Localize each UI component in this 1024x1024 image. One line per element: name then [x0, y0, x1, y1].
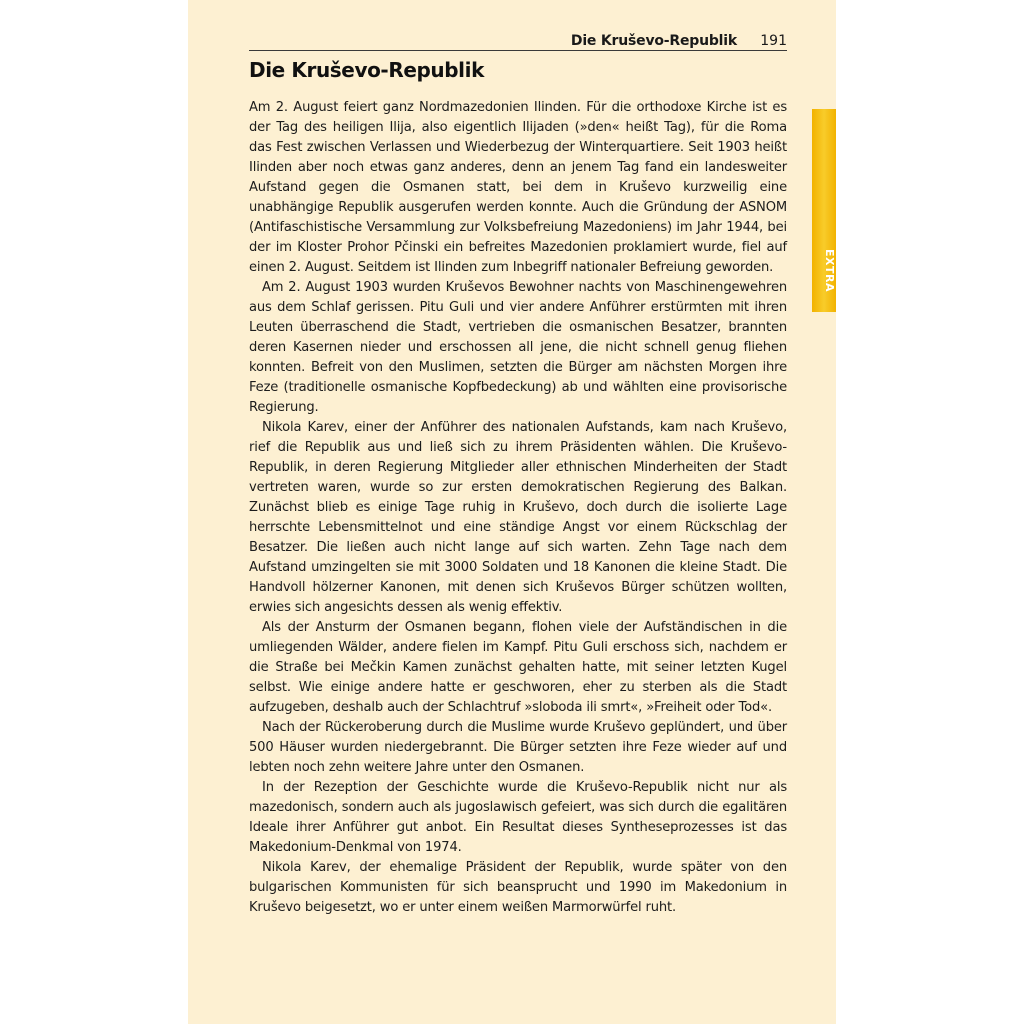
- article-title: Die Kruševo-Republik: [249, 58, 484, 82]
- extra-section-tab: [812, 109, 836, 312]
- article-body: [249, 98, 787, 918]
- paragraph: Als der Ansturm der Osmanen begann, flohen viele der Aufständischen in die umliegenden Wälder, andere fielen im Kampf. Pitu Guli erschoss sich, nachdem er die Straße bei Mečkin Kamen zunächst gehalten hatte, mit seiner letzten Kugel selbst. Wie einige andere hatte er geschworen, eher zu sterben als die Stadt aufzugeben, deshalb auch der Schlachtruf »sloboda ili smrt«, »Freiheit oder Tod«.: [249, 620, 787, 715]
- extra-tab-label: EXTRA: [823, 249, 836, 292]
- paragraph: Nikola Karev, der ehemalige Präsident der Republik, wurde später von den bulgarischen Kommunisten für sich beansprucht und 1990 im Makedonium in Kruševo beigesetzt, wo er unter einem weißen Marmorwürfel ruht.: [249, 860, 787, 915]
- paragraph: In der Rezeption der Geschichte wurde die Kruševo-Republik nicht nur als mazedonisch, sondern auch als jugoslawisch gefeiert, was sich durch die egalitären Ideale ihrer Anführer gut anbot. Ein Resultat dieses Syntheseprozesses ist das Makedonium-Denkmal von 1974.: [249, 780, 787, 855]
- page-number: 191: [760, 33, 787, 49]
- running-title: Die Kruševo-Republik: [570, 33, 737, 49]
- running-header: [249, 31, 787, 51]
- paragraph: Nikola Karev, einer der Anführer des nationalen Aufstands, kam nach Kruševo, rief die Republik aus und ließ sich zu ihrem Präsidenten wählen. Die Kruševo-Republik, in deren Regierung Mitglieder aller ethnischen Minderheiten der Stadt vertreten waren, wurde so zur ersten demokratischen Regierung des Balkan. Zunächst blieb es einige Tage ruhig in Kruševo, doch durch die isolierte Lage herrschte Lebensmittelnot und eine ständige Angst vor einem Rückschlag der Besatzer. Die ließen auch nicht lange auf sich warten. Zehn Tage nach dem Aufstand umzingelten sie mit 3000 Soldaten und 18 Kanonen die kleine Stadt. Die Handvoll hölzerner Kanonen, mit denen sich Kruševos Bürger schützen wollten, erwies sich angesichts dessen als wenig effektiv.: [249, 420, 787, 615]
- paragraph: Nach der Rückeroberung durch die Muslime wurde Kruševo geplündert, und über 500 Häuser wurden niedergebrannt. Die Bürger setzten ihre Feze wieder auf und lebten noch zehn weitere Jahre unter den Osmanen.: [249, 720, 787, 775]
- paragraph: Am 2. August feiert ganz Nordmazedonien Ilinden. Für die orthodoxe Kirche ist es der Tag des heiligen Ilija, also eigentlich Ilijaden (»den« heißt Tag), für die Roma das Fest zwischen Verlassen und Wiederbezug der Winterquartiere. Seit 1903 heißt Ilinden aber noch etwas ganz anderes, denn an jenem Tag fand ein landesweiter Aufstand gegen die Osmanen statt, bei dem in Kruševo kurzweilig eine unabhängige Republik ausgerufen werden konnte. Auch die Gründung der ASNOM (Antifaschistische Versammlung zur Volksbefreiung Mazedoniens) im Jahr 1944, bei der im Kloster Prohor Pčinski ein befreites Mazedonien proklamiert wurde, fiel auf einen 2. August. Seitdem ist Ilinden zum Inbegriff nationaler Befreiung geworden.: [249, 100, 787, 275]
- paragraph: Am 2. August 1903 wurden Kruševos Bewohner nachts von Maschinengewehren aus dem Schlaf gerissen. Pitu Guli und vier andere Anführer erstürmten mit ihren Leuten überraschend die Stadt, vertrieben die osmanischen Besatzer, brannten deren Kasernen nieder und erschossen all jene, die nicht schnell genug fliehen konnten. Befreit von den Muslimen, setzten die Bürger am nächsten Morgen ihre Feze (traditionelle osmanische Kopfbedeckung) ab und wählten eine provisorische Regierung.: [249, 280, 787, 415]
